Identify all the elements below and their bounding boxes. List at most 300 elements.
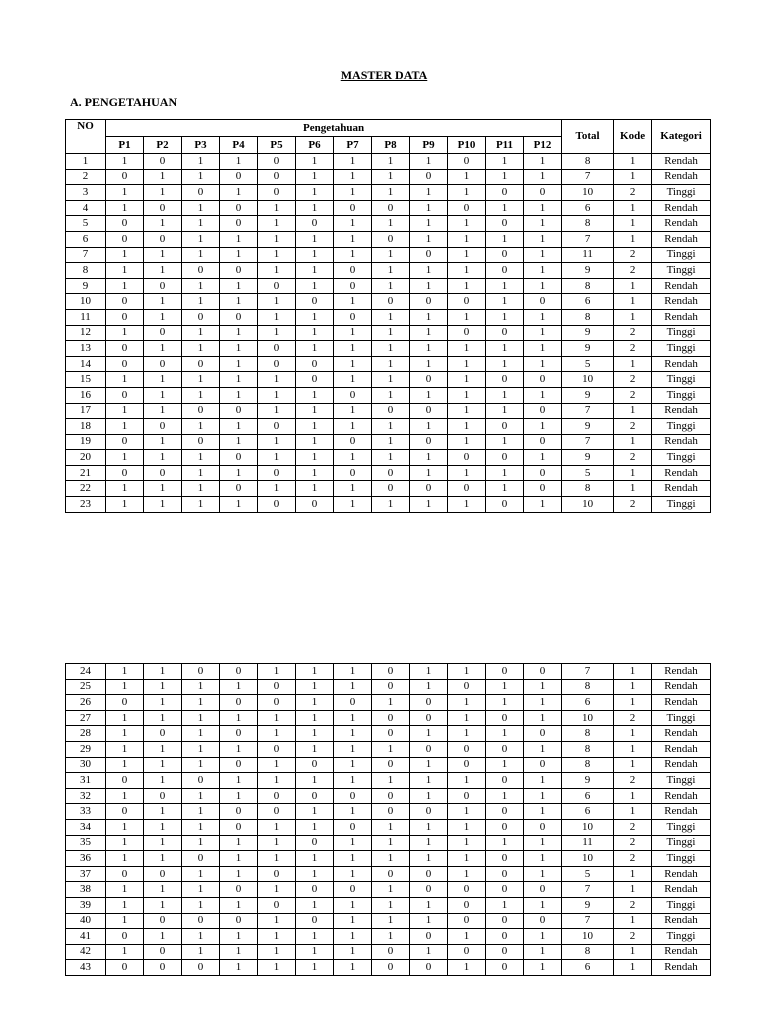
table-cell: 1 — [486, 465, 524, 481]
table-cell: 9 — [562, 773, 614, 789]
table-cell: 1 — [410, 341, 448, 357]
table-cell: Rendah — [652, 695, 711, 711]
table-cell: 1 — [144, 804, 182, 820]
table-cell: 17 — [66, 403, 106, 419]
table-cell: 1 — [296, 960, 334, 976]
table-cell: 1 — [334, 419, 372, 435]
table-cell: 0 — [486, 419, 524, 435]
table-cell: 10 — [562, 710, 614, 726]
table-cell: 35 — [66, 835, 106, 851]
table-cell: 1 — [220, 788, 258, 804]
table-cell: 1 — [372, 169, 410, 185]
header-kategori: Kategori — [652, 120, 711, 154]
table-cell: 1 — [448, 804, 486, 820]
table-cell: 6 — [562, 804, 614, 820]
table-cell: 1 — [334, 741, 372, 757]
table-cell: 0 — [258, 278, 296, 294]
table-cell: Tinggi — [652, 497, 711, 513]
table-cell: 1 — [182, 450, 220, 466]
table-cell: 0 — [372, 200, 410, 216]
table-cell: 0 — [524, 372, 562, 388]
table-cell: 1 — [258, 664, 296, 680]
table-cell: 37 — [66, 866, 106, 882]
table-row — [66, 835, 711, 851]
table-cell: 23 — [66, 497, 106, 513]
table-cell: 1 — [448, 185, 486, 201]
table-cell: 1 — [182, 835, 220, 851]
table-row — [66, 216, 711, 232]
table-cell: 9 — [562, 263, 614, 279]
table-cell: 1 — [144, 169, 182, 185]
table-cell: 1 — [524, 169, 562, 185]
table-cell: 0 — [448, 882, 486, 898]
table-cell: 1 — [106, 913, 144, 929]
table-cell: 1 — [182, 419, 220, 435]
table-cell: 1 — [144, 882, 182, 898]
table-cell: 1 — [486, 434, 524, 450]
table-cell: 0 — [372, 294, 410, 310]
table-cell: 1 — [182, 278, 220, 294]
table-cell: 0 — [144, 726, 182, 742]
table-cell: 1 — [220, 897, 258, 913]
table-cell: 0 — [106, 309, 144, 325]
table-cell: 1 — [182, 481, 220, 497]
table-cell: 11 — [562, 835, 614, 851]
table-row — [66, 851, 711, 867]
table-row — [66, 200, 711, 216]
table-cell: 1 — [614, 726, 652, 742]
table-cell: 1 — [410, 200, 448, 216]
table-cell: 10 — [562, 372, 614, 388]
table-cell: 1 — [258, 216, 296, 232]
table-cell: 0 — [486, 913, 524, 929]
table-cell: 1 — [258, 835, 296, 851]
table-cell: 1 — [410, 497, 448, 513]
table-cell: 1 — [524, 897, 562, 913]
table-cell: 0 — [144, 325, 182, 341]
table-cell: 1 — [410, 356, 448, 372]
table-cell: Tinggi — [652, 341, 711, 357]
table-cell: 1 — [144, 450, 182, 466]
table-cell: 1 — [220, 960, 258, 976]
table-row — [66, 757, 711, 773]
table-cell: 1 — [182, 944, 220, 960]
table-cell: 1 — [220, 710, 258, 726]
header-item: P11 — [486, 137, 524, 154]
table-cell: 1 — [372, 247, 410, 263]
table-cell: 0 — [220, 169, 258, 185]
table-cell: 1 — [220, 434, 258, 450]
table-cell: 0 — [106, 294, 144, 310]
table-cell: 24 — [66, 664, 106, 680]
table-cell: 1 — [334, 231, 372, 247]
table-cell: 1 — [258, 819, 296, 835]
table-cell: 1 — [220, 465, 258, 481]
table-cell: 1 — [486, 726, 524, 742]
table-cell: 7 — [562, 231, 614, 247]
table-cell: 0 — [182, 434, 220, 450]
table-cell: 1 — [372, 341, 410, 357]
table-cell: 1 — [486, 481, 524, 497]
table-cell: 0 — [410, 960, 448, 976]
table-cell: 1 — [614, 913, 652, 929]
table-cell: 0 — [144, 866, 182, 882]
table-cell: 0 — [258, 154, 296, 170]
table-cell: 42 — [66, 944, 106, 960]
table-cell: 1 — [524, 278, 562, 294]
table-cell: 8 — [562, 278, 614, 294]
table-cell: 1 — [296, 325, 334, 341]
table-cell: 8 — [562, 154, 614, 170]
table-cell: 1 — [448, 278, 486, 294]
table-cell: 1 — [144, 819, 182, 835]
table-cell: 1 — [106, 664, 144, 680]
table-cell: 1 — [220, 372, 258, 388]
table-cell: Rendah — [652, 434, 711, 450]
table-cell: 1 — [258, 960, 296, 976]
table-cell: 0 — [296, 788, 334, 804]
table-cell: 1 — [524, 851, 562, 867]
table-cell: 1 — [410, 835, 448, 851]
table-cell: Tinggi — [652, 387, 711, 403]
table-cell: 1 — [448, 726, 486, 742]
table-cell: 0 — [220, 263, 258, 279]
table-cell: 1 — [614, 944, 652, 960]
table-cell: 1 — [372, 819, 410, 835]
table-cell: 1 — [486, 356, 524, 372]
table-cell: 0 — [524, 185, 562, 201]
table-cell: 1 — [410, 263, 448, 279]
table-row — [66, 710, 711, 726]
table-cell: 1 — [334, 866, 372, 882]
table-cell: 0 — [296, 913, 334, 929]
table-cell: Rendah — [652, 481, 711, 497]
table-cell: 1 — [296, 419, 334, 435]
table-cell: Rendah — [652, 913, 711, 929]
table-cell: 0 — [486, 741, 524, 757]
table-cell: 0 — [410, 434, 448, 450]
table-cell: 1 — [182, 788, 220, 804]
header-item: P7 — [334, 137, 372, 154]
table-cell: 0 — [220, 804, 258, 820]
table-cell: 6 — [562, 788, 614, 804]
table-row — [66, 154, 711, 170]
table-cell: 1 — [410, 278, 448, 294]
table-cell: 1 — [448, 387, 486, 403]
table-cell: 1 — [106, 944, 144, 960]
table-cell: 0 — [448, 897, 486, 913]
table-cell: 1 — [106, 325, 144, 341]
header-item: P10 — [448, 137, 486, 154]
table-cell: 1 — [220, 294, 258, 310]
table-cell: 0 — [372, 664, 410, 680]
table-cell: 1 — [258, 263, 296, 279]
table-cell: 0 — [372, 465, 410, 481]
table-cell: 1 — [144, 263, 182, 279]
table-row — [66, 325, 711, 341]
table-cell: 1 — [372, 263, 410, 279]
table-cell: 1 — [182, 387, 220, 403]
table-cell: 0 — [486, 866, 524, 882]
table-cell: 41 — [66, 929, 106, 945]
table-cell: 0 — [448, 154, 486, 170]
table-cell: 1 — [258, 757, 296, 773]
table-cell: Tinggi — [652, 325, 711, 341]
table-cell: 1 — [296, 695, 334, 711]
table-cell: 2 — [614, 710, 652, 726]
table-cell: 1 — [524, 944, 562, 960]
table-cell: Rendah — [652, 154, 711, 170]
table-cell: 1 — [334, 960, 372, 976]
table-cell: 1 — [182, 497, 220, 513]
table-row — [66, 465, 711, 481]
table-cell: 1 — [182, 695, 220, 711]
table-row — [66, 960, 711, 976]
table-cell: 1 — [372, 929, 410, 945]
table-cell: 1 — [486, 341, 524, 357]
table-cell: 0 — [258, 804, 296, 820]
table-cell: 2 — [614, 497, 652, 513]
table-cell: Rendah — [652, 231, 711, 247]
table-cell: 1 — [524, 325, 562, 341]
table-cell: 1 — [372, 897, 410, 913]
table-cell: 1 — [296, 664, 334, 680]
table-cell: 0 — [524, 434, 562, 450]
table-cell: 0 — [410, 294, 448, 310]
table-cell: 7 — [562, 882, 614, 898]
table-cell: 1 — [614, 741, 652, 757]
table-cell: 1 — [448, 866, 486, 882]
table-cell: 10 — [562, 929, 614, 945]
table-cell: 0 — [258, 741, 296, 757]
table-cell: 1 — [144, 387, 182, 403]
table-cell: 0 — [486, 325, 524, 341]
table-row — [66, 294, 711, 310]
table-row — [66, 481, 711, 497]
table-cell: Tinggi — [652, 897, 711, 913]
table-cell: 0 — [448, 944, 486, 960]
table-cell: 1 — [296, 341, 334, 357]
table-cell: 1 — [448, 309, 486, 325]
table-cell: 0 — [372, 710, 410, 726]
table-cell: 0 — [524, 664, 562, 680]
table-cell: 0 — [106, 929, 144, 945]
table-cell: 1 — [334, 679, 372, 695]
table-cell: 0 — [524, 882, 562, 898]
table-cell: Rendah — [652, 356, 711, 372]
table-cell: 0 — [486, 216, 524, 232]
table-cell: 32 — [66, 788, 106, 804]
table-cell: 1 — [614, 757, 652, 773]
table-cell: 1 — [334, 913, 372, 929]
table-cell: 2 — [614, 419, 652, 435]
header-item: P1 — [106, 137, 144, 154]
table-cell: 13 — [66, 341, 106, 357]
table-cell: 1 — [334, 450, 372, 466]
table-cell: 1 — [524, 804, 562, 820]
table-cell: 1 — [258, 247, 296, 263]
table-cell: 0 — [182, 309, 220, 325]
table-cell: 1 — [296, 929, 334, 945]
table-row — [66, 695, 711, 711]
table-cell: 1 — [258, 773, 296, 789]
table-cell: 7 — [562, 169, 614, 185]
table-cell: 0 — [448, 481, 486, 497]
table-cell: 0 — [182, 185, 220, 201]
table-cell: 0 — [410, 866, 448, 882]
table-cell: 1 — [486, 200, 524, 216]
table-row — [66, 788, 711, 804]
table-cell: 1 — [220, 325, 258, 341]
table-cell: 1 — [334, 804, 372, 820]
data-table-page-2 — [65, 663, 711, 976]
table-cell: 1 — [106, 154, 144, 170]
table-cell: 0 — [334, 309, 372, 325]
table-cell: 14 — [66, 356, 106, 372]
table-cell: 1 — [334, 664, 372, 680]
table-cell: 1 — [182, 465, 220, 481]
table-cell: 1 — [372, 434, 410, 450]
table-cell: 15 — [66, 372, 106, 388]
table-cell: 0 — [524, 726, 562, 742]
table-cell: 1 — [296, 185, 334, 201]
header-kode: Kode — [614, 120, 652, 154]
table-cell: 1 — [524, 231, 562, 247]
table-cell: Tinggi — [652, 263, 711, 279]
table-row — [66, 278, 711, 294]
table-cell: 1 — [372, 450, 410, 466]
table-cell: 0 — [334, 819, 372, 835]
table-cell: 0 — [524, 481, 562, 497]
table-cell: 0 — [258, 497, 296, 513]
table-cell: 1 — [144, 741, 182, 757]
table-cell: 2 — [614, 247, 652, 263]
table-cell: 1 — [448, 710, 486, 726]
table-cell: 6 — [562, 960, 614, 976]
table-row — [66, 403, 711, 419]
table-cell: 1 — [448, 341, 486, 357]
table-cell: 1 — [334, 929, 372, 945]
table-cell: Tinggi — [652, 835, 711, 851]
table-cell: 0 — [144, 356, 182, 372]
table-cell: 1 — [486, 403, 524, 419]
table-cell: 1 — [372, 851, 410, 867]
table-cell: 1 — [614, 788, 652, 804]
table-cell: 6 — [562, 695, 614, 711]
table-cell: 2 — [614, 929, 652, 945]
table-cell: 1 — [448, 231, 486, 247]
table-cell: 1 — [220, 341, 258, 357]
table-cell: 1 — [524, 387, 562, 403]
table-cell: 1 — [334, 185, 372, 201]
table-cell: 1 — [372, 185, 410, 201]
table-cell: 1 — [448, 664, 486, 680]
table-cell: 9 — [562, 325, 614, 341]
table-cell: 1 — [614, 866, 652, 882]
table-cell: 5 — [562, 465, 614, 481]
table-cell: 1 — [614, 882, 652, 898]
table-cell: 1 — [220, 851, 258, 867]
table-cell: 0 — [410, 804, 448, 820]
page-title: MASTER DATA — [340, 68, 428, 82]
table-cell: 1 — [258, 929, 296, 945]
table-cell: 9 — [562, 387, 614, 403]
table-cell: 1 — [144, 185, 182, 201]
table-cell: 1 — [182, 819, 220, 835]
table-cell: 0 — [524, 403, 562, 419]
table-cell: 0 — [524, 819, 562, 835]
table-cell: 2 — [614, 341, 652, 357]
table-cell: 1 — [524, 835, 562, 851]
table-cell: 1 — [486, 387, 524, 403]
table-cell: 1 — [258, 231, 296, 247]
table-cell: 1 — [296, 465, 334, 481]
table-cell: 1 — [614, 154, 652, 170]
table-cell: 5 — [562, 356, 614, 372]
table-cell: 1 — [334, 897, 372, 913]
table-cell: 0 — [106, 231, 144, 247]
table-cell: 0 — [486, 944, 524, 960]
table-cell: 0 — [486, 710, 524, 726]
table-cell: Rendah — [652, 866, 711, 882]
table-cell: 8 — [562, 757, 614, 773]
table-cell: 0 — [182, 773, 220, 789]
table-cell: 0 — [182, 403, 220, 419]
table-row — [66, 247, 711, 263]
table-cell: 1 — [220, 387, 258, 403]
table-cell: 0 — [258, 185, 296, 201]
table-cell: 0 — [486, 664, 524, 680]
table-cell: 0 — [448, 450, 486, 466]
table-cell: 1 — [296, 450, 334, 466]
table-cell: 1 — [220, 247, 258, 263]
table-cell: 0 — [448, 679, 486, 695]
table-cell: 1 — [372, 741, 410, 757]
table-cell: 1 — [106, 710, 144, 726]
table-cell: 1 — [614, 216, 652, 232]
table-row — [66, 450, 711, 466]
table-row — [66, 819, 711, 835]
table-cell: 1 — [296, 819, 334, 835]
table-cell: 1 — [372, 773, 410, 789]
header-item: P6 — [296, 137, 334, 154]
table-cell: 0 — [334, 278, 372, 294]
table-cell: 1 — [524, 695, 562, 711]
table-cell: 0 — [220, 309, 258, 325]
table-cell: 0 — [486, 372, 524, 388]
table-cell: 1 — [448, 773, 486, 789]
table-cell: 1 — [296, 944, 334, 960]
table-cell: 1 — [448, 695, 486, 711]
table-cell: 1 — [220, 835, 258, 851]
table-cell: 1 — [182, 679, 220, 695]
table-cell: 1 — [614, 960, 652, 976]
table-cell: Tinggi — [652, 819, 711, 835]
table-cell: 21 — [66, 465, 106, 481]
table-cell: Rendah — [652, 200, 711, 216]
table-cell: 1 — [106, 726, 144, 742]
table-cell: Rendah — [652, 882, 711, 898]
table-cell: 0 — [486, 960, 524, 976]
table-cell: 0 — [410, 741, 448, 757]
table-cell: Rendah — [652, 960, 711, 976]
table-row — [66, 804, 711, 820]
table-cell: 1 — [614, 356, 652, 372]
table-cell: Rendah — [652, 726, 711, 742]
table-cell: 1 — [372, 278, 410, 294]
table-cell: 1 — [296, 726, 334, 742]
table-cell: 1 — [220, 419, 258, 435]
